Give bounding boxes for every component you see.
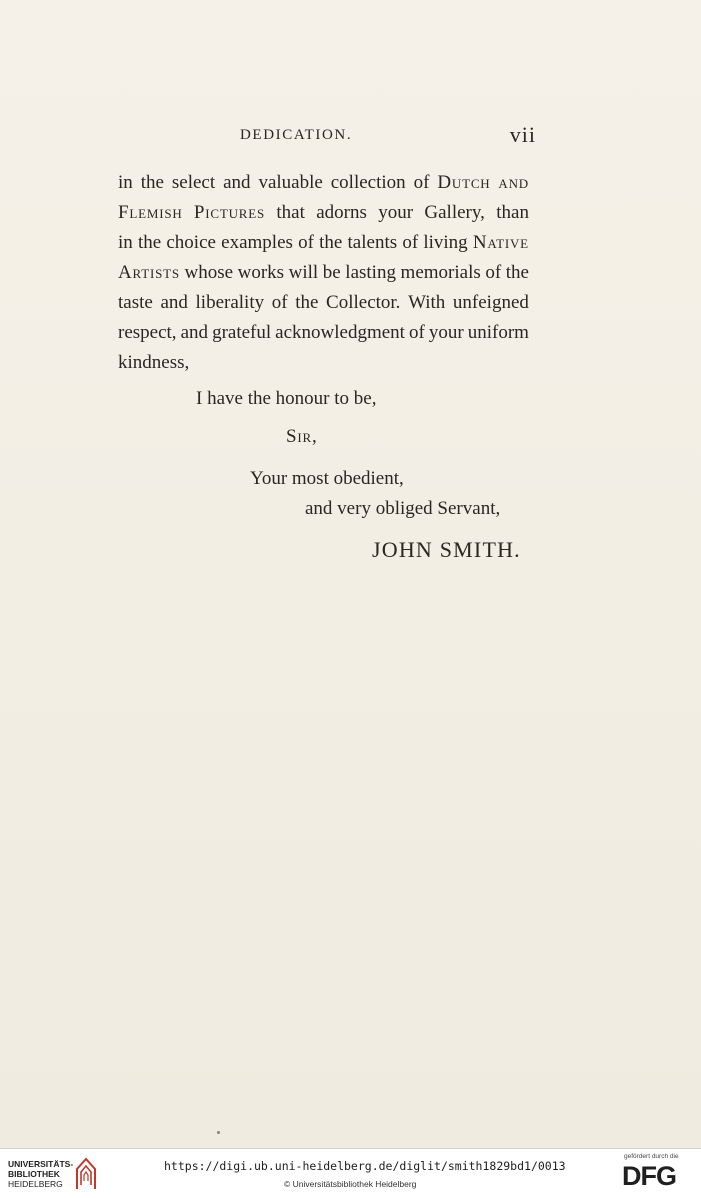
text-line [118,168,529,198]
word: and [160,292,188,313]
text-line [118,258,529,288]
closing-obedient: Your most obedient, [250,468,404,489]
footer-bar [0,1148,701,1198]
word: than [496,202,529,223]
word: the [505,262,529,283]
word: and [498,172,529,193]
word: of [271,292,288,313]
text-line [118,318,529,348]
word: With [408,292,446,313]
word: examples [221,232,293,253]
word: Dutch [437,172,491,193]
text-line [118,348,529,378]
closing-salutation: Sir, [286,426,318,447]
word: Gallery, [424,202,485,223]
paper-speck [217,1131,220,1134]
permalink-url[interactable]: https://digi.ub.uni-heidelberg.de/diglit/smith1829bd1/0013 [164,1159,566,1173]
word: be [322,262,341,283]
funder-caption: gefördert durch die [624,1153,679,1160]
word: uniform [467,322,529,343]
word: whose [184,262,234,283]
word: talents [347,232,398,253]
word: choice [166,232,216,253]
word: of [402,232,419,253]
page-number: vii [509,122,536,147]
word: Artists [118,262,180,283]
word: and [180,322,209,343]
running-head: DEDICATION. [240,127,353,143]
word: taste [118,292,153,313]
word: in [118,172,133,193]
page-header [118,122,542,152]
library-name-line1: UNIVERSITÄTS- [8,1159,74,1169]
library-name-line3: HEIDELBERG [8,1179,63,1189]
text-line [118,198,529,228]
word: your [428,322,464,343]
word: your [378,202,414,223]
library-name-line2: BIBLIOTHEK [8,1169,60,1179]
word: respect, [118,322,177,343]
word: of [485,262,502,283]
word: liberality [195,292,265,313]
word: living [423,232,468,253]
word: the [295,292,319,313]
word: of [413,172,430,193]
word: that [276,202,305,223]
word: of [409,322,425,343]
library-logo-text[interactable] [8,1159,73,1189]
text-line [118,288,529,318]
word: unfeigned [452,292,529,313]
word: Pictures [193,202,266,223]
closing-honour: I have the honour to be, [196,388,377,409]
dfg-logo[interactable]: DFG [622,1161,676,1191]
word: of [298,232,314,253]
dedication-body [118,168,529,378]
word: the [137,232,162,253]
word: valuable [258,172,323,193]
word: lasting [345,262,396,283]
word: memorials [400,262,481,283]
word: Collector. [326,292,401,313]
word: Native [472,232,529,253]
copyright-notice: © Universitätsbibliothek Heidelberg [284,1179,417,1189]
word: in [118,232,133,253]
library-seal-icon [74,1155,98,1191]
word: adorns [316,202,367,223]
word: the [140,172,164,193]
word: collection [330,172,406,193]
word: grateful [212,322,272,343]
word: works [237,262,285,283]
text-line [118,228,529,258]
word: will [288,262,319,283]
word: and [223,172,251,193]
text-segment: kindness, [118,352,190,373]
signature: JOHN SMITH. [372,537,521,562]
word: the [319,232,343,253]
word: acknowledgment [275,322,405,343]
word: select [171,172,216,193]
word: Flemish [118,202,183,223]
closing-servant: and very obliged Servant, [305,498,501,519]
